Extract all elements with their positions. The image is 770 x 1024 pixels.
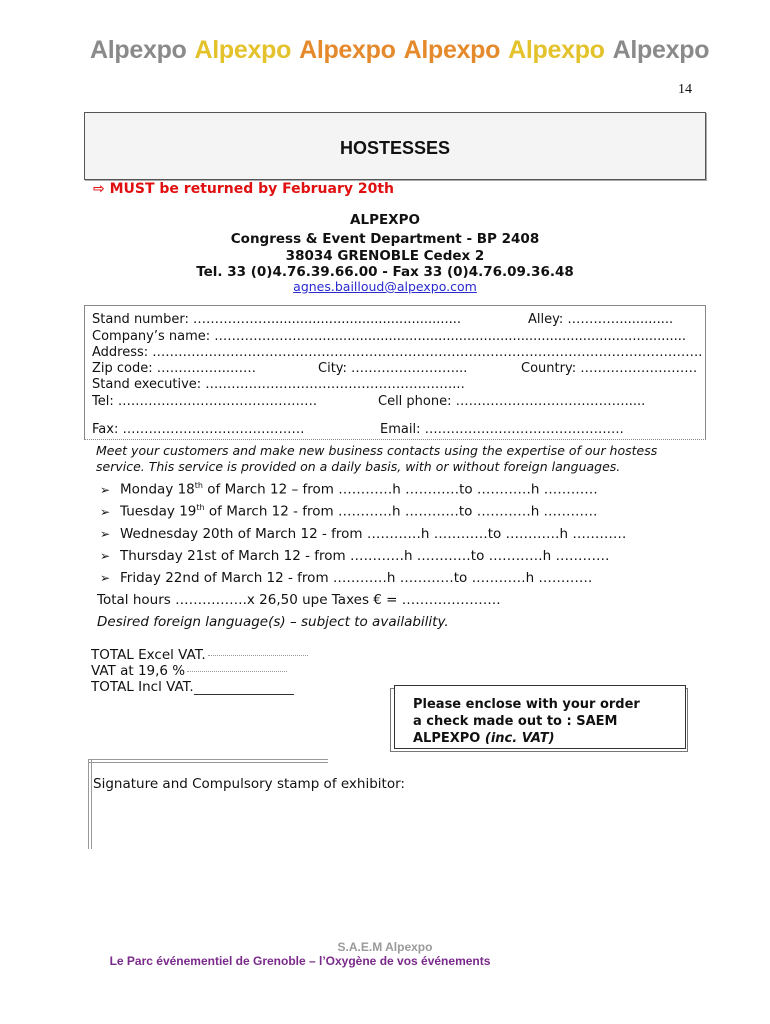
address-city: 38034 GRENOBLE Cedex 2 xyxy=(285,248,485,264)
arrow-bullet-icon: ➢ xyxy=(100,571,111,585)
country-field[interactable]: Country: ……………………… xyxy=(521,361,698,376)
service-intro: Meet your customers and make new business contacts using the expertise of our hostess service. This service is provided on a daily basis, with or without foreign languages. xyxy=(96,443,658,474)
arrow-bullet-icon: ➢ xyxy=(100,527,111,541)
alley-field[interactable]: Alley: …………............. xyxy=(528,312,674,327)
arrow-bullet-icon: ➢ xyxy=(100,504,111,519)
zip-code-field[interactable]: Zip code: ……………..…… xyxy=(92,361,257,376)
signature-frame-left xyxy=(88,759,92,849)
deadline-notice: ⇨ MUST be returned by February 20th xyxy=(93,181,395,197)
page-title: HOSTESSES xyxy=(339,138,451,158)
city-field[interactable]: City: ……………………... xyxy=(318,361,468,376)
total-hours-line[interactable]: Total hours …………….x 26,50 upe Taxes € = …………………. xyxy=(97,592,501,608)
day-row-wednesday[interactable]: ➢ Wednesday 20th of March 12 - from …………h …………to …………h ………… xyxy=(100,526,627,542)
signature-frame-top xyxy=(88,759,328,763)
day-row-monday[interactable]: ➢ Monday 18th of March 12 – from …………h …………to …………h ………… xyxy=(100,481,598,498)
title-box xyxy=(84,112,706,180)
email-field[interactable]: Email: ………………………………………. xyxy=(380,422,624,437)
alpexpo-logo: Alpexpo xyxy=(403,35,501,64)
day-row-friday[interactable]: ➢ Friday 22nd of March 12 - from …………h …………to …………h ………… xyxy=(100,570,593,586)
alpexpo-logo: Alpexpo xyxy=(90,35,187,64)
enclose-text: Please enclose with your order a check made out to : SAEM ALPEXPO (inc. VAT) xyxy=(413,697,640,746)
signature-label: Signature and Compulsory stamp of exhibitor: xyxy=(93,776,405,792)
vat-line[interactable]: VAT at 19,6 % xyxy=(91,663,287,679)
arrow-bullet-icon: ➢ xyxy=(100,482,111,497)
enclose-check-box xyxy=(394,685,686,749)
desired-language-note: Desired foreign language(s) – subject to availability. xyxy=(97,614,449,630)
footer-company: S.A.E.M Alpexpo xyxy=(337,940,433,954)
address-name: ALPEXPO xyxy=(350,212,420,228)
contact-email-link[interactable]: agnes.bailloud@alpexpo.com xyxy=(293,279,477,294)
fax-field[interactable]: Fax: …………………………………… xyxy=(92,422,305,437)
alpexpo-logo: Alpexpo xyxy=(508,35,605,64)
stand-number-field[interactable]: Stand number: ……………….............................................. xyxy=(92,312,462,327)
footer-tagline: Le Parc événementiel de Grenoble – l’Oxygène de vos événements xyxy=(109,954,491,968)
day-row-tuesday[interactable]: ➢ Tuesday 19th of March 12 - from …………h …………to …………h ………… xyxy=(100,503,598,520)
company-name-field[interactable]: Company’s name: ……………………......................................................................................... xyxy=(92,329,687,344)
total-incl-vat-line[interactable]: TOTAL Incl VAT. xyxy=(91,679,294,695)
address-phone: Tel. 33 (0)4.76.39.66.00 - Fax 33 (0)4.76.09.36.48 xyxy=(196,264,574,280)
alpexpo-logo: Alpexpo xyxy=(299,35,396,64)
total-excl-vat-line[interactable]: TOTAL Excel VAT. xyxy=(91,647,308,663)
alpexpo-logo: Alpexpo xyxy=(194,35,292,64)
tel-field[interactable]: Tel: ………………………………………. xyxy=(92,394,317,409)
day-row-thursday[interactable]: ➢ Thursday 21st of March 12 - from …………h …………to …………h ………… xyxy=(100,548,610,564)
cell-phone-field[interactable]: Cell phone: …………………………………..... xyxy=(378,394,646,409)
arrow-bullet-icon: ➢ xyxy=(100,549,111,563)
page-number: 14 xyxy=(678,82,692,97)
alpexpo-logo: Alpexpo xyxy=(612,35,710,64)
logo-strip xyxy=(90,32,720,68)
address-field[interactable]: Address: ………………………………………………………………………………………………………………. xyxy=(92,345,703,360)
address-department: Congress & Event Department - BP 2408 xyxy=(230,231,540,247)
stand-executive-field[interactable]: Stand executive: …………………………………………………... xyxy=(92,377,465,392)
